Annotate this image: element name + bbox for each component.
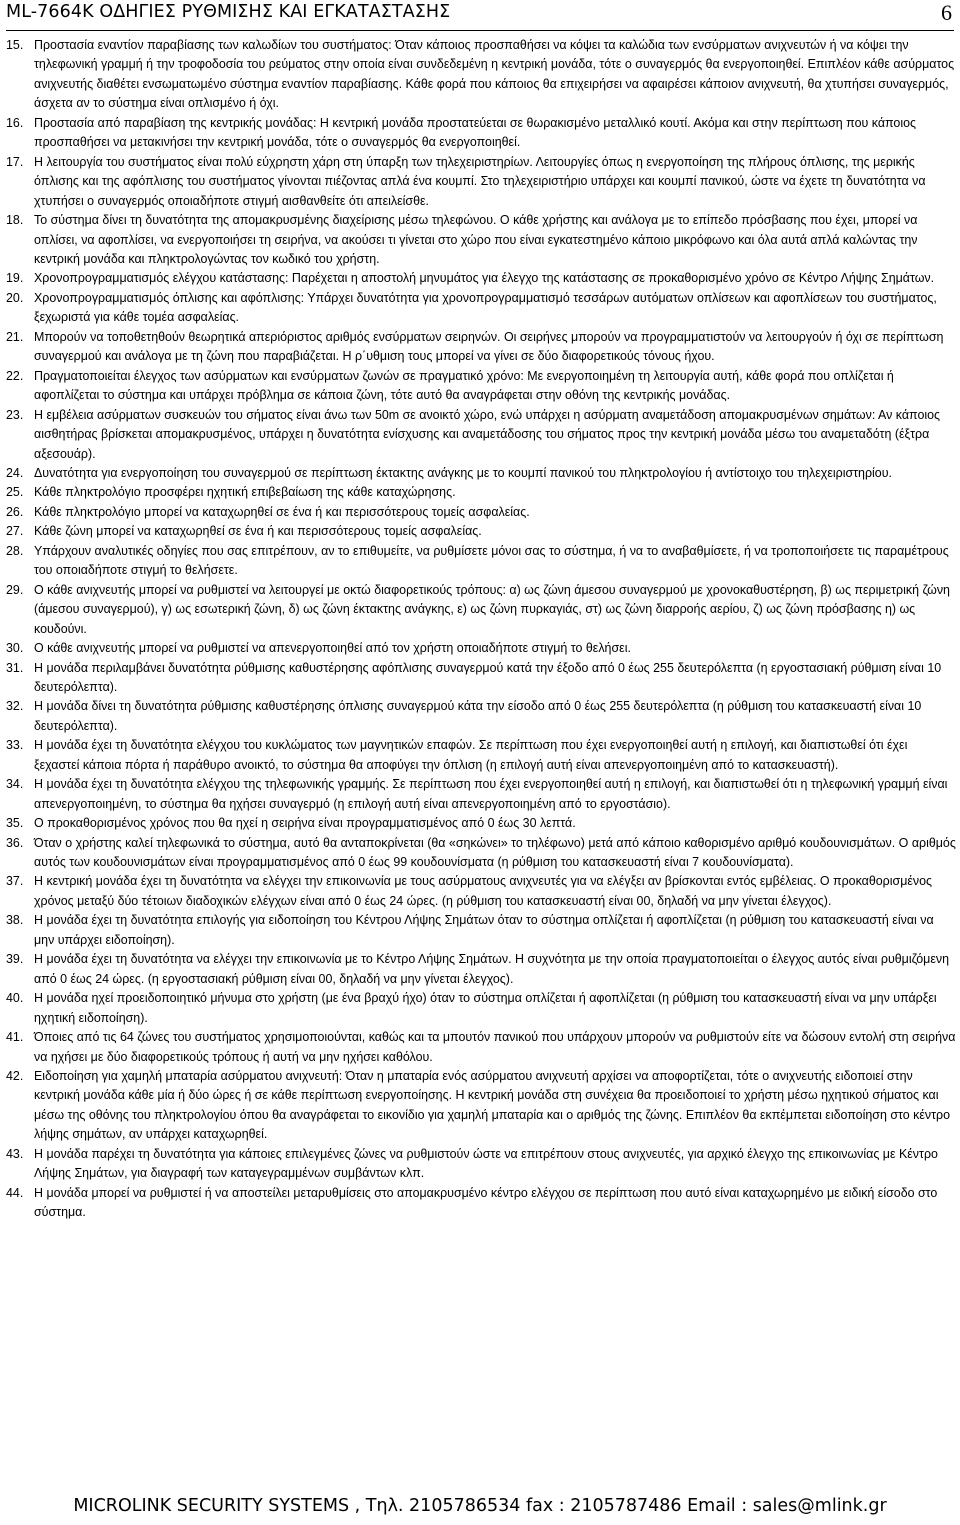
item-text: Η μονάδα έχει τη δυνατότητα ελέγχου της τηλεφωνικής γραμμής. Σε περίπτωση που έχει ενεργοποιηθεί αυτή η επιλογή, και διαπιστωθεί ότι η τηλεφωνική γραμμή είναι απενεργοποιημένη, το σύστημα θα ηχήσει συναγερμό (η επιλογή αυτή είναι απενεργοποιημένη από το εργοστάσιο).: [34, 777, 948, 811]
item-text: Η μονάδα ηχεί προειδοποιητικό μήνυμα στο χρήστη (με ένα βραχύ ήχο) όταν το σύστημα οπλίζεται ή αφοπλίζεται (η ρύθμιση του κατασκευαστή είναι να μην υπάρξει ηχητική ειδοποίηση).: [34, 991, 937, 1025]
item-text: Το σύστημα δίνει τη δυνατότητα της απομακρυσμένης διαχείρισης μέσω τηλεφώνου. Ο κάθε χρήστης και ανάλογα με το επίπεδο πρόσβασης που έχει, μπορεί να οπλίσει, να αφοπλίσει, να ενεργοποιήσει τη σειρήνα, να ακούσει τι γίνεται στο χώρο που είναι εγκατεστημένο κάποιο μικρόφωνο και όλα αυτά απλά καλώντας την κεντρική μονάδα και πληκτρολογώντας τον κωδικό του χρήστη.: [34, 213, 918, 266]
item-number: 38.: [6, 913, 24, 928]
item-text: Η λειτουργία του συστήματος είναι πολύ εύχρηστη χάρη στη ύπαρξη των τηλεχειριστηρίων. Λειτουργίες όπως η ενεργοποίηση της πλήρους όπλισης, της μερικής όπλισης και της αφόπλισης του συστήματος γίνονται πιέζοντας απλά ένα κουμπί. Στο τηλεχειριστήριο υπάρχει και κουμπί πανικού, ώστε να έχετε τη δυνατότητα να χτυπήσει ο συναγερμός οποιαδήποτε στιγμή αισθανθείτε ότι απειλείσθε.: [34, 154, 926, 208]
list-item: [6, 1145, 956, 1184]
item-text: Η μονάδα παρέχει τη δυνατότητα για κάποιες επιλεγμένες ζώνες να ρυθμιστούν ώστε να επιτρέπουν στους ανιχνευτές, για αρχικό έλεγχο της επικοινωνίας με Κέντρο Λήψης Σημάτων, για διαγραφή των καταγεγραμμένων συμβάντων κλπ.: [34, 1146, 938, 1181]
item-number: 36.: [6, 835, 24, 850]
item-text: Η μονάδα έχει τη δυνατότητα να ελέγχει την επικοινωνία με το Κέντρο Λήψης Σημάτων. Η συχνότητα με την οποία πραγματοποιείται ο έλεγχος αυτός είναι ρυθμιζόμενη από 0 έως 24 ώρες. (η εργοστασιακή ρύθμιση είναι 00, δηλαδή να μην γίνεται έλεγχος).: [34, 952, 950, 986]
item-text: Χρονοπρογραμματισμός ελέγχου κατάστασης: Παρέχεται η αποστολή μηνυμάτος για έλεγχο της κατάστασης σε προκαθορισμένο χρόνο σε Κέντρο Λήψης Σημάτων.: [34, 271, 935, 286]
item-text: Πραγματοποιείται έλεγχος των ασύρματων και ενσύρματων ζωνών σε πραγματικό χρόνο: Με ενεργοποιημένη τη λειτουργία αυτή, κάθε φορά που οπλίζεται ή αφοπλίζεται το σύστημα και υπάρχει πρόβλημα σε κάποια ζώνη, τότε αυτό θα αναγράφεται στην οθόνη της κεντρικής μονάδας.: [34, 368, 894, 403]
list-item: [6, 872, 956, 911]
item-number: 17.: [6, 154, 24, 169]
item-text: Η μονάδα περιλαμβάνει δυνατότητα ρύθμισης καθυστέρησης αφόπλισης συναγερμού κατά την έξοδο από 0 έως 255 δευτερόλεπτα (η εργοστασιακή ρύθμιση είναι 10 δευτερόλεπτα).: [34, 660, 942, 694]
item-text: Μπορούν να τοποθετηθούν θεωρητικά απεριόριστος αριθμός ενσύρματων σειρηνών. Οι σειρήνες μπορούν να προγραμματιστούν να λειτουργούν ή όχι σε περίπτωση συναγερμού και ανάλογα με τη ζώνη που παραβιάζεται. Η ρ΄υθμιση τους μπορεί να γίνει σε δύο διαφορετικούς τόνους ήχου.: [34, 329, 944, 364]
list-item: [6, 406, 956, 464]
item-number: 34.: [6, 777, 24, 792]
item-number: 20.: [6, 290, 24, 305]
item-text: Υπάρχουν αναλυτικές οδηγίες που σας επιτρέπουν, αν το επιθυμείτε, να ρυθμίσετε μόνοι σας το σύστημα, ή να το αναβαθμίσετε, ή να τροποποιήσετε τις παραμέτρους του οποιαδήποτε στιγμή το θελήσετε.: [34, 543, 949, 578]
list-item: [6, 522, 956, 541]
item-number: 18.: [6, 213, 24, 228]
item-number: 39.: [6, 952, 24, 967]
item-number: 31.: [6, 660, 24, 675]
item-number: 26.: [6, 504, 24, 519]
item-text: Χρονοπρογραμματισμός όπλισης και αφόπλισης: Υπάρχει δυνατότητα για χρονοπρογραμματισμό τεσσάρων αυτόματων οπλίσεων και αφοπλίσεων του συστήματος, ξεχωριστά για κάθε τομέα ασφαλείας.: [34, 290, 937, 325]
item-number: 15.: [6, 38, 24, 52]
item-text: Κάθε πληκτρολόγιο προσφέρει ηχητική επιβεβαίωση της κάθε καταχώρησης.: [34, 485, 456, 500]
item-number: 32.: [6, 699, 24, 714]
item-text: Όποιες από τις 64 ζώνες του συστήματος χρησιμοποιούνται, καθώς και τα μπουτόν πανικού που υπάρχουν μπορούν να ρυθμιστούν είτε να δώσουν εντολή στη σειρήνα να ηχήσει με δύο διαφορετικούς τρόπους ή αυτή να μην ηχήσει καθόλου.: [34, 1030, 956, 1064]
item-number: 16.: [6, 115, 24, 130]
list-item: [6, 581, 956, 639]
list-item: [6, 775, 956, 814]
list-item: [6, 114, 956, 153]
item-text: Ο προκαθορισμένος χρόνος που θα ηχεί η σειρήνα είναι προγραμματισμένος από 0 έως 30 λεπτά.: [34, 816, 576, 831]
item-text: Η μονάδα έχει τη δυνατότητα επιλογής για ειδοποίηση του Κέντρου Λήψης Σημάτων όταν το σύστημα οπλίζεται ή αφοπλίζεται (η ρύθμιση του κατασκευαστή είναι να μην υπάρχει ειδοποίηση).: [34, 913, 934, 947]
list-item: [6, 367, 956, 406]
item-number: 42.: [6, 1069, 24, 1084]
list-item: [6, 697, 956, 736]
item-number: 41.: [6, 1030, 24, 1045]
item-text: Προστασία από παραβίαση της κεντρικής μονάδας: Η κεντρική μονάδα προστατεύεται σε θωρακισμένο μεταλλικό κουτί. Ακόμα και στην περίπτωση που κάποιος προσπαθήσει να μετακινήσει την κεντρική μονάδα, τότε ο συναγερμός θα ενεργοποιηθεί.: [34, 115, 917, 150]
item-number: 21.: [6, 329, 24, 344]
item-number: 19.: [6, 271, 24, 286]
list-item: [6, 736, 956, 775]
item-number: 30.: [6, 641, 24, 656]
list-item: [6, 950, 956, 989]
list-item: [6, 659, 956, 698]
list-item: [6, 153, 956, 211]
item-text: Κάθε πληκτρολόγιο μπορεί να καταχωρηθεί σε ένα ή και περισσότερους τομείς ασφαλείας.: [34, 504, 530, 519]
item-text: Κάθε ζώνη μπορεί να καταχωρηθεί σε ένα ή και περισσότερους τομείς ασφαλείας.: [34, 524, 482, 539]
list-item: [6, 328, 956, 367]
list-item: [6, 483, 956, 502]
item-number: 24.: [6, 465, 24, 480]
list-item: [6, 289, 956, 328]
item-text: Η εμβέλεια ασύρματων συσκευών του σήματος είναι άνω των 50m σε ανοικτό χώρο, ενώ υπάρχει η ασύρματη αναμετάδοση απομακρυσμένων σημάτων: Αν κάποιος αισθητήρας βρίσκεται απομακρυσμένος, υπάρχει η δυνατότητα ενίσχυσης και αναμετάδοσης του σήματος προς την κεντρική μονάδα μέσω του αναμεταδότη (έξτρα αξεσουάρ).: [34, 407, 941, 461]
item-text: Η κεντρική μονάδα έχει τη δυνατότητα να ελέγχει την επικοινωνία με τους ασύρματους ανιχνευτές για να ελέγξει αν βρίσκονται εντός εμβέλειας. Ο προκαθορισμένος χρόνος μεταξύ δύο τέτοιων διαδοχικών ελέγχων είναι από 0 έως 24 ώρες. (η ρύθμιση του κατασκευαστή είναι 00, δηλαδή να μην γίνεται έλεγχος).: [34, 874, 933, 908]
item-text: Ο κάθε ανιχνευτής μπορεί να ρυθμιστεί να απενεργοποιηθεί από τον χρήστη οποιαδήποτε στιγμή το θελήσει.: [34, 641, 631, 656]
feature-list: [6, 36, 956, 1223]
item-text: Η μονάδα μπορεί να ρυθμιστεί ή να αποστείλει μεταρυθμίσεις στο απομακρυσμένο κέντρο ελέγχου σε περίπτωση που αυτό είναι καταχωρημένο με ειδική είσοδο στο σύστημα.: [34, 1185, 938, 1220]
item-text: Όταν ο χρήστης καλεί τηλεφωνικά το σύστημα, αυτό θα ανταποκρίνεται (θα «σηκώνει» το τηλέφωνο) μετά από κάποιο καθορισμένο αριθμό κουδουνισμάτων. Ο αριθμός αυτός των κουδουνισμάτων είναι προγραμματισμένος από 0 έως 99 κουδουνίσματα (η ρύθμιση του κατασκευαστή είναι 7 κουδουνίσματα).: [34, 835, 956, 870]
item-number: 25.: [6, 485, 24, 500]
item-text: Η μονάδα έχει τη δυνατότητα ελέγχου του κυκλώματος των μαγνητικών επαφών. Σε περίπτωση που έχει ενεργοποιηθεί αυτή η επιλογή, και διαπιστωθεί ότι έχει ξεχαστεί κάποια πόρτα ή παράθυρο ανοικτό, το σύστημα θα αποφύγει την όπλιση (η επιλογή αυτή είναι απενεργοποιημένη από το κατασκευαστή).: [34, 738, 908, 772]
item-number: 35.: [6, 816, 24, 831]
list-item: [6, 639, 956, 658]
list-item: [6, 834, 956, 873]
list-item: [6, 1184, 956, 1223]
list-item: [6, 542, 956, 581]
list-item: [6, 989, 956, 1028]
item-text: Προστασία εναντίον παραβίασης των καλωδίων του συστήματος: Όταν κάποιος προσπαθήσει να κόψει τα καλώδια των ενσύρματων ανιχνευτών ή να κόψει την τηλεφωνική γραμμή ή την τροφοδοσία του ρεύματος στην οποία είναι συνδεδεμένη η κεντρική μονάδα, τότε ο συναγερμός θα ενεργοποιηθεί. Επιπλέον κάθε ασύρματος ανιχνευτής διαθέτει ενσωματωμένο σύστημα εναντίον παραβίασης. Κάθε φορά που κάποιος θα επιχειρήσει να αφαιρέσει κάποιον ανιχνευτή, θα χτυπήσει συναγερμός, άσχετα αν το σύστημα είναι οπλισμένο ή όχι.: [34, 38, 955, 111]
item-number: 28.: [6, 543, 24, 558]
item-text: Ο κάθε ανιχνευτής μπορεί να ρυθμιστεί να λειτουργεί με οκτώ διαφορετικούς τρόπους: α) ως ζώνη άμεσου συναγερμού με χρονοκαθυστέρηση, β) ως περιμετρική ζώνη (άμεσου συναγερμού), γ) ως εσωτερική ζώνη, δ) ως ζώνη έκτακτης ανάγκης, ε) ως ζώνη πυρκαγιάς, στ) ως ζώνη διαρροής αερίου, ζ) ως ζώνη πρόσβασης η) ως κουδούνι.: [34, 582, 950, 636]
item-number: 43.: [6, 1146, 24, 1161]
list-item: [6, 36, 956, 114]
page-footer: MICROLINK SECURITY SYSTEMS , Τηλ. 2105786534 fax : 2105787486 Email : sales@mlink.gr: [73, 1496, 887, 1516]
list-item: [6, 1028, 956, 1067]
item-number: 22.: [6, 368, 24, 383]
list-item: [6, 1067, 956, 1145]
list-item: [6, 211, 956, 269]
item-number: 37.: [6, 874, 24, 889]
item-number: 33.: [6, 738, 24, 753]
document-title: ML-7664K ΟΔΗΓΙΕΣ ΡΥΘΜΙΣΗΣ ΚΑΙ ΕΓΚΑΤΑΣΤΑΣΗΣ: [6, 2, 451, 22]
list-item: [6, 269, 956, 288]
item-text: Ειδοποίηση για χαμηλή μπαταρία ασύρματου ανιχνευτή: Όταν η μπαταρία ενός ασύρματου ανιχνευτή αρχίσει να αποφορτίζεται, τότε ο ανιχνευτής ειδοποιεί στην κεντρική μονάδα κάθε μία ή δύο ώρες ή σε κάθε περίπτωση ενεργοποίησης. Η κεντρική μονάδα στη συνέχεια θα προειδοποιεί το χρήστη μέσω ηχητικού σήματος και μέσω της οθόνης του πληκτρολογίου όπου θα αναγράφεται το εικονίδιο για χαμηλή μπαταρία και ο αριθμός της ζώνης. Επιπλέον θα εκπέμπεται ειδοποίηση στο κέντρο λήψης σημάτων, αν υπάρχει καταχωρηθεί.: [34, 1069, 950, 1142]
item-text: Δυνατότητα για ενεργοποίηση του συναγερμού σε περίπτωση έκτακτης ανάγκης με το κουμπί πανικού του πληκτρολογίου ή αντίστοιχο του τηλεχειριστηρίου.: [34, 465, 892, 480]
list-item: [6, 464, 956, 483]
item-text: Η μονάδα δίνει τη δυνατότητα ρύθμισης καθυστέρησης όπλισης συναγερμού κάτα την είσοδο από 0 έως 255 δευτερόλεπτα (η ρύθμιση του κατασκευαστή είναι 10 δευτερόλεπτα).: [34, 699, 922, 733]
page-header: [6, 0, 954, 31]
item-number: 23.: [6, 407, 24, 422]
item-number: 27.: [6, 524, 24, 539]
list-item: [6, 503, 956, 522]
list-item: [6, 814, 956, 833]
item-number: 44.: [6, 1185, 24, 1200]
list-item: [6, 911, 956, 950]
item-number: 40.: [6, 991, 24, 1006]
page-number: 6: [941, 0, 952, 25]
item-number: 29.: [6, 582, 24, 597]
